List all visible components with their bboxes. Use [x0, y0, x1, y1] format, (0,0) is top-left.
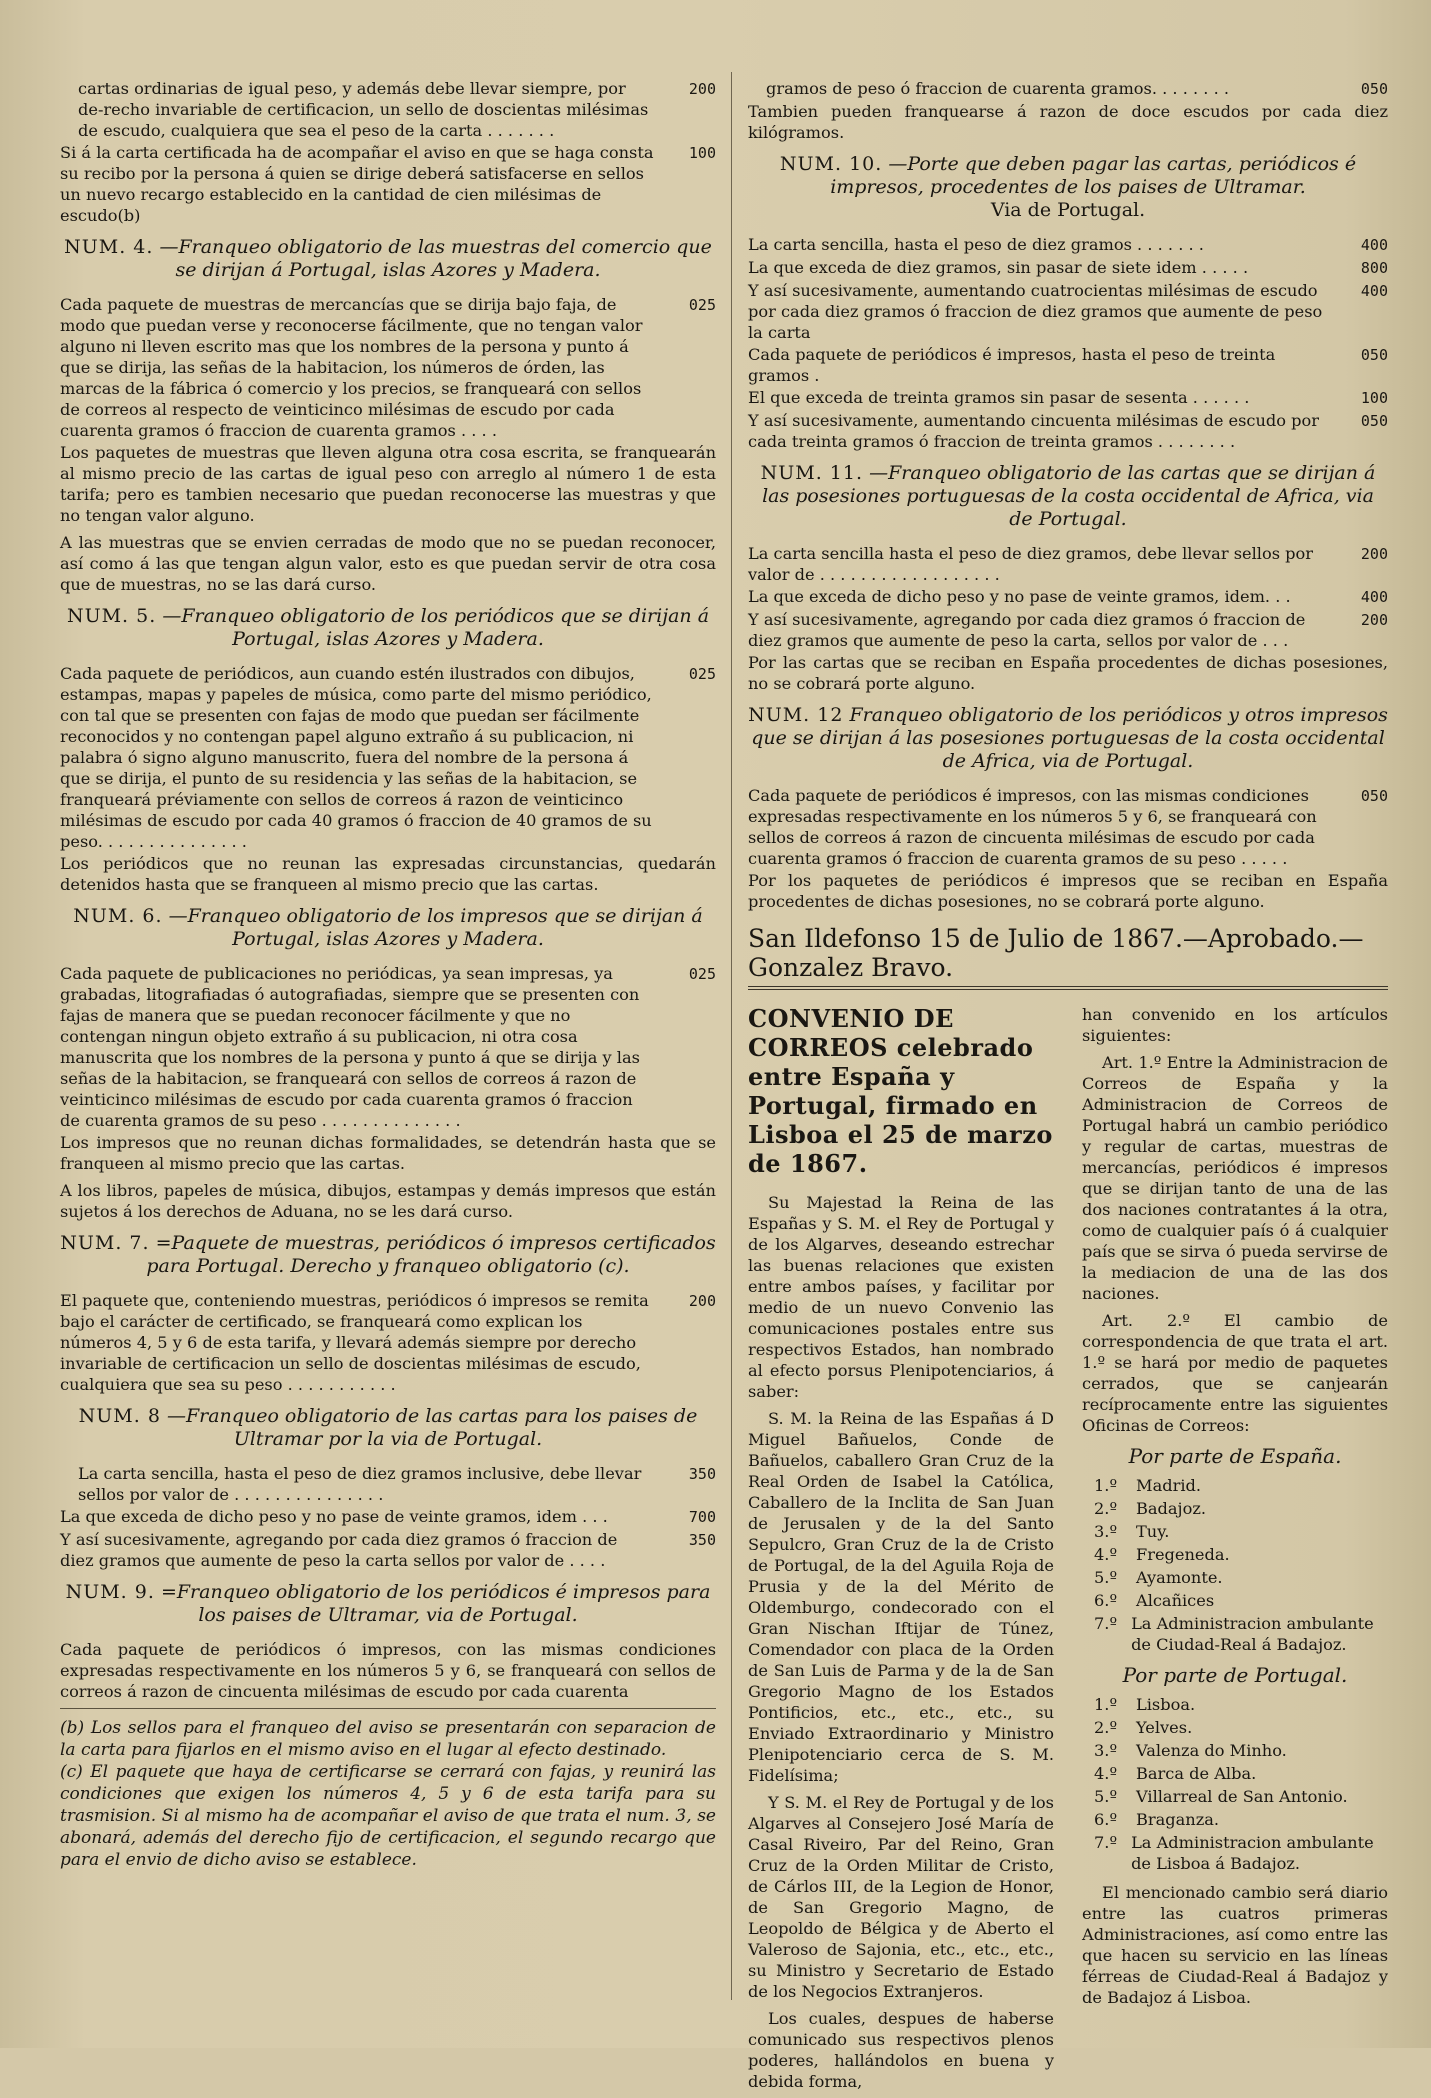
- left-column: [60, 78, 716, 1871]
- row-value: 050: [1360, 346, 1388, 364]
- list-label: Ayamonte.: [1136, 1568, 1223, 1587]
- tariff-row: [748, 543, 1388, 585]
- row-text: Cada paquete de publicaciones no periódicas, ya sean impresas, ya grabadas, litografiadas ó autografiadas, siempre que se presenten con fajas de manera que se puedan reconocer fácilmente y que no contengan ningun objeto extraño á su publicacion, ni otra cosa manuscrita que los nombres de la persona y punto á que se dirija y las señas de la habitacion, se franqueará con sellos de correos á razon de veinticinco milésimas de escudo por cada cuarenta gramos ó fraccion de cuarenta gramos de su peso . . . . . . . . . . . . . .: [60, 964, 640, 1130]
- list-number: 5.º: [1094, 1568, 1118, 1587]
- list-number: 5.º: [1094, 1787, 1118, 1806]
- list-label: Fregeneda.: [1136, 1545, 1230, 1564]
- row-value: 025: [688, 965, 716, 983]
- row-value: 100: [688, 144, 716, 162]
- section-title: —Porte que deben pagar las cartas, periódicos é impresos, procedentes de los paises de Ultramar.: [830, 153, 1357, 198]
- section-heading: [748, 153, 1388, 222]
- list-item: [1094, 1832, 1388, 1874]
- paragraph: han convenido en los artículos siguientes:: [1082, 1005, 1388, 1045]
- right-column: [748, 78, 1388, 2098]
- section-title: —Franqueo obligatorio de las muestras del comercio que se dirijan á Portugal, islas Azores y Madera.: [159, 236, 712, 281]
- convenio-column-2: [1082, 1004, 1388, 2098]
- section-title: —Franqueo obligatorio de los impresos que se dirijan á Portugal, islas Azores y Madera.: [168, 905, 703, 950]
- tariff-row: [748, 387, 1388, 409]
- row-value: 700: [688, 1508, 716, 1526]
- list-label: Yelves.: [1136, 1718, 1193, 1737]
- list-label: Villarreal de San Antonio.: [1136, 1787, 1348, 1806]
- row-value: 350: [688, 1465, 716, 1483]
- list-number: 6.º: [1094, 1810, 1118, 1829]
- list-item: [1094, 1786, 1388, 1807]
- row-value: 400: [1360, 282, 1388, 300]
- list-item: [1094, 1694, 1388, 1715]
- section-heading: [748, 704, 1388, 773]
- tariff-row: [60, 142, 716, 226]
- row-value: 200: [1360, 545, 1388, 563]
- portugal-offices-heading: Por parte de Portugal.: [1122, 1663, 1348, 1687]
- section-title: =Paquete de muestras, periódicos ó impresos certificados para Portugal. Derecho y franqueo obligatorio (c).: [146, 1232, 716, 1277]
- list-item: [1094, 1763, 1388, 1784]
- convenio-block: [748, 1004, 1388, 2098]
- list-number: 1.º: [1094, 1476, 1118, 1495]
- row-text: Y así sucesivamente, aumentando cincuenta milésimas de escudo por cada treinta gramos ó fraccion de treinta gramos . . . . . . . .: [748, 411, 1320, 451]
- footnote-b: (b) Los sellos para el franqueo del aviso se presentarán con separacion de la carta para fijarlos en el mismo aviso en el lugar al efecto destinado.: [60, 1718, 716, 1760]
- list-number: 6.º: [1094, 1591, 1118, 1610]
- tariff-row: [748, 609, 1388, 651]
- tariff-row: [60, 1529, 716, 1571]
- spain-offices-heading: Por parte de España.: [1128, 1444, 1342, 1468]
- row-value: 200: [688, 1292, 716, 1310]
- row-text: La carta sencilla, hasta el peso de diez gramos inclusive, debe llevar sellos por valor de . . . . . . . . . . . . . . .: [78, 1464, 642, 1504]
- tariff-row: [60, 294, 716, 441]
- row-value: 200: [688, 80, 716, 98]
- paragraph: Los periódicos que no reunan las expresadas circunstancias, quedarán detenidos hasta que se franqueen al mismo precio que las cartas.: [60, 854, 716, 894]
- row-text: La que exceda de dicho peso y no pase de veinte gramos, idem . . .: [60, 1507, 608, 1526]
- tariff-row: [748, 410, 1388, 452]
- list-number: 2.º: [1094, 1499, 1118, 1518]
- row-text: El que exceda de treinta gramos sin pasar de sesenta . . . . . .: [748, 388, 1250, 407]
- section-title: =Franqueo obligatorio de los periódicos é impresos para los paises de Ultramar, via de Portugal.: [160, 1581, 711, 1626]
- article-1: Art. 1.º Entre la Administracion de Correos de España y la Administracion de Correos de Portugal habrá un cambio periódico y regular de cartas, muestras de mercancías, periódicos é impresos que se dirijan tanto de una de las dos naciones contratantes á la otra, como de cualquier país ó á cualquier país que se sirva ó pueda servirse de la mediacion de una de las dos naciones.: [1082, 1053, 1388, 1303]
- row-text: Y así sucesivamente, agregando por cada diez gramos ó fraccion de diez gramos que aumente de peso la carta, sellos por valor de . . .: [748, 610, 1306, 650]
- section-heading: [60, 1232, 716, 1278]
- section-heading: [60, 236, 716, 282]
- row-value: 350: [688, 1531, 716, 1549]
- footnote-c: (c) El paquete que haya de certificarse se cerrará con fajas, y reunirá las condiciones que exigen los números 4, 5 y 6 de esta tarifa para su trasmision. Si al mismo ha de acompañar el aviso de que trata el num. 3, se abonará, además del derecho fijo de certificacion, el segundo recargo que para el envio de dicho aviso se establece.: [60, 1762, 716, 1870]
- list-item: [1094, 1809, 1388, 1830]
- list-label: Valenza do Minho.: [1136, 1741, 1287, 1760]
- section-heading: [60, 1581, 716, 1627]
- list-item: [1094, 1521, 1388, 1542]
- paragraph: Tambien pueden franquearse á razon de doce escudos por cada diez kilógramos.: [748, 102, 1388, 142]
- list-number: 4.º: [1094, 1545, 1118, 1564]
- column-divider: [731, 72, 732, 2000]
- tariff-row: [60, 78, 716, 141]
- tariff-row: [748, 785, 1388, 869]
- convenio-column-1: [748, 1004, 1054, 2098]
- row-text: El paquete que, conteniendo muestras, periódicos ó impresos se remita bajo el carácter de certificado, se franqueará como explican los números 4, 5 y 6 de esta tarifa, y llevará además siempre por derecho invariable de certificacion un sello de doscientas milésimas de escudo, cualquiera que sea su peso . . . . . . . . . . .: [60, 1291, 649, 1394]
- section-title: Franqueo obligatorio de los periódicos y otros impresos que se dirijan á las posesiones portuguesas de la costa occidental de Africa, via de Portugal.: [751, 704, 1388, 772]
- footnote-rule: [60, 1708, 716, 1709]
- list-item: [1094, 1717, 1388, 1738]
- row-text: Cada paquete de muestras de mercancías que se dirija bajo faja, de modo que puedan verse y reconocerse fácilmente, que no tengan valor alguno ni lleven escrito mas que los nombres de la persona y punto á que se dirija, las señas de la habitacion, los números de órden, las marcas de la fábrica ó comercio y los precios, se franqueará con sellos de correos al respecto de veinticinco milésimas de escudo por cada cuarenta gramos ó fraccion de cuarenta gramos . . . .: [60, 295, 643, 440]
- section-title: —Franqueo obligatorio de las cartas que se dirijan á las posesiones portuguesas de la costa occidental de Africa, via de Portugal.: [762, 462, 1376, 530]
- row-value: 400: [1360, 588, 1388, 606]
- section-number: NUM. 10.: [779, 153, 883, 175]
- tariff-row: [748, 280, 1388, 343]
- article-2: Art. 2.º El cambio de correspondencia de que trata el art. 1.º se hará por medio de paquetes cerrados, que se canjearán recíprocamente entre las siguientes Oficinas de Correos:: [1082, 1311, 1388, 1435]
- paragraph: Los cuales, despues de haberse comunicado sus respectivos plenos poderes, hallándolos en buena y debida forma,: [748, 2009, 1054, 2091]
- row-text: Cada paquete de periódicos é impresos, con las mismas condiciones expresadas respectivamente en los números 5 y 6, se franqueará con sellos de correos á razon de cincuenta milésimas de escudo por cada cuarenta gramos ó fraccion de cuarenta gramos de su peso . . . . .: [748, 786, 1317, 868]
- list-item: [1094, 1475, 1388, 1496]
- list-number: 3.º: [1094, 1522, 1118, 1541]
- list-number: 7.º: [1094, 1833, 1118, 1852]
- list-item: [1094, 1590, 1388, 1611]
- tariff-row: [60, 1290, 716, 1395]
- section-number: NUM. 11.: [760, 462, 864, 484]
- section-number: NUM. 7.: [60, 1232, 150, 1254]
- closing-paragraph: El mencionado cambio será diario entre las cuatros primeras Administraciones, así como entre las que hacen su servicio en las líneas férreas de Ciudad-Real á Badajoz y de Badajoz á Lisboa.: [1082, 1883, 1388, 2007]
- paragraph: A los libros, papeles de música, dibujos, estampas y demás impresos que están sujetos á los derechos de Aduana, no se les dará curso.: [60, 1181, 716, 1221]
- tariff-row: [748, 78, 1388, 100]
- tariff-row: [60, 1506, 716, 1528]
- section-title: —Franqueo obligatorio de los periódicos que se dirijan á Portugal, islas Azores y Madera.: [162, 605, 710, 650]
- row-text: La carta sencilla hasta el peso de diez gramos, debe llevar sellos por valor de . . . . . . . . . . . . . . . . . .: [748, 544, 1313, 584]
- portugal-offices-list: [1082, 1694, 1388, 1874]
- section-heading: [60, 1405, 716, 1451]
- tariff-row: [748, 344, 1388, 386]
- list-item: [1094, 1498, 1388, 1519]
- list-label: Madrid.: [1136, 1476, 1202, 1495]
- tariff-row: [748, 257, 1388, 279]
- list-label: Braganza.: [1136, 1810, 1220, 1829]
- list-item: [1094, 1613, 1388, 1655]
- tariff-row: [748, 234, 1388, 256]
- list-label: Barca de Alba.: [1136, 1764, 1257, 1783]
- list-number: 1.º: [1094, 1695, 1118, 1714]
- section-via: Via de Portugal.: [990, 199, 1146, 221]
- row-value: 025: [688, 665, 716, 683]
- row-text: Y así sucesivamente, agregando por cada diez gramos ó fraccion de diez gramos que aumente de peso la carta sellos por valor de . . . .: [60, 1530, 618, 1570]
- list-label: Alcañices: [1136, 1591, 1215, 1610]
- tariff-row: [60, 963, 716, 1131]
- paragraph: Los impresos que no reunan dichas formalidades, se detendrán hasta que se franqueen al mismo precio que las cartas.: [60, 1133, 716, 1173]
- row-value: 050: [1360, 787, 1388, 805]
- spain-offices-list: [1082, 1475, 1388, 1655]
- row-text: Cada paquete de periódicos é impresos, hasta el peso de treinta gramos .: [748, 345, 1276, 385]
- row-value: 025: [688, 296, 716, 314]
- section-number: NUM. 9.: [65, 1581, 155, 1603]
- row-text: La que exceda de dicho peso y no pase de veinte gramos, idem. . .: [748, 587, 1291, 606]
- row-text: Si á la carta certificada ha de acompañar el aviso en que se haga consta su recibo por la persona á quien se dirige deberá satisfacerse en sellos un nuevo recargo establecido en la cantidad de cien milésimas de escudo(b): [60, 143, 654, 225]
- row-text: Cada paquete de periódicos, aun cuando estén ilustrados con dibujos, estampas, mapas y papeles de música, como parte del mismo periódico, con tal que se presenten con fajas de modo que puedan ser fácilmente reconocidos y no contengan papel alguno extraño á su publicacion, ni palabra ó signo alguno manuscrito, fuera del nombre de la persona á que se dirija, el punto de su residencia y las señas de la habitacion, se franqueará préviamente con sellos de correos á razon de veinticinco milésimas de escudo por cada 40 gramos ó fraccion de 40 gramos de su peso. . . . . . . . . . . . . . .: [60, 664, 652, 851]
- row-text: La que exceda de diez gramos, sin pasar de siete idem . . . . .: [748, 258, 1249, 277]
- paragraph: Los paquetes de muestras que lleven alguna otra cosa escrita, se franquearán al mismo precio de las cartas de igual peso con arreglo al número 1 de esta tarifa; pero es tambien necesario que puedan reconocerse las muestras y que no tengan valor alguno.: [60, 443, 716, 525]
- tariff-row: [60, 663, 716, 852]
- paragraph: Por los paquetes de periódicos é impresos que se reciban en España procedentes de dichas posesiones, no se cobrará porte alguno.: [748, 871, 1388, 911]
- list-item: [1094, 1544, 1388, 1565]
- row-text: La carta sencilla, hasta el peso de diez gramos . . . . . . .: [748, 235, 1204, 254]
- list-label: Badajoz.: [1136, 1499, 1206, 1518]
- section-number: NUM. 5.: [66, 605, 157, 627]
- row-value: 100: [1360, 389, 1388, 407]
- tariff-row: [60, 1463, 716, 1505]
- row-text: cartas ordinarias de igual peso, y además debe llevar siempre, por de-recho invariable de certificacion, un sello de doscientas milésimas de escudo, cualquiera que sea el peso de la carta . . . . . . .: [78, 79, 649, 140]
- paragraph: A las muestras que se envien cerradas de modo que no se puedan reconocer, así como á las que tengan algun valor, esto es que puedan servir de otra cosa que de muestras, no se las dará curso.: [60, 533, 716, 594]
- paragraph: Cada paquete de periódicos ó impresos, con las mismas condiciones expresadas respectivamente en los números 5 y 6, se franqueará con sellos de correos á razon de cincuenta milésimas de escudo por cada cuarenta: [60, 1640, 716, 1701]
- list-number: 4.º: [1094, 1764, 1118, 1783]
- section-number: NUM. 8: [78, 1405, 161, 1427]
- list-number: 2.º: [1094, 1718, 1118, 1737]
- row-text: Y así sucesivamente, aumentando cuatrocientas milésimas de escudo por cada diez gramos ó fraccion de diez gramos que aumente de peso la carta: [748, 281, 1323, 342]
- paragraph: Y S. M. el Rey de Portugal y de los Algarves al Consejero José María de Casal Riveiro, Par del Reino, Gran Cruz de la Orden Militar de Cristo, de Cárlos III, de la Legion de Honor, de San Gregorio Magno, de Leopoldo de Bélgica y de Aberto el Valeroso de Sajonia, etc., etc., etc., su Ministro y Secretario de Estado de los Negocios Extranjeros.: [748, 1793, 1054, 2001]
- list-label: Lisboa.: [1136, 1695, 1196, 1714]
- section-rule: [748, 986, 1388, 990]
- row-value: 800: [1360, 259, 1388, 277]
- section-number: NUM. 6.: [73, 905, 163, 927]
- section-number: NUM. 4.: [64, 236, 154, 258]
- section-number: NUM. 12: [748, 704, 844, 726]
- section-heading: [748, 462, 1388, 531]
- section-heading: [60, 605, 716, 651]
- list-label: La Administracion ambulante de Lisboa á Badajoz.: [1131, 1833, 1374, 1873]
- paragraph: Su Majestad la Reina de las Españas y S. M. el Rey de Portugal y de los Algarves, deseando estrechar las buenas relaciones que existen entre ambos países, y facilitar por medio de un nuevo Convenio las comunicaciones postales entre sus respectivos Estados, han nombrado al efecto porsus Plenipotenciarios, á saber:: [748, 1193, 1054, 1401]
- list-label: La Administracion ambulante de Ciudad-Real á Badajoz.: [1131, 1614, 1374, 1654]
- section-heading: [60, 905, 716, 951]
- row-value: 050: [1360, 412, 1388, 430]
- tariff-row: [748, 586, 1388, 608]
- list-number: 7.º: [1094, 1614, 1118, 1633]
- section-title: —Franqueo obligatorio de las cartas para los paises de Ultramar por la via de Portugal.: [166, 1405, 698, 1450]
- paragraph: Por las cartas que se reciban en España procedentes de dichas posesiones, no se cobrará porte alguno.: [748, 653, 1388, 693]
- row-value: 050: [1360, 80, 1388, 98]
- row-value: 400: [1360, 236, 1388, 254]
- list-label: Tuy.: [1136, 1522, 1170, 1541]
- row-value: 200: [1360, 611, 1388, 629]
- convenio-title: CONVENIO DE CORREOS celebrado entre España y Portugal, firmado en Lisboa el 25 de marzo de 1867.: [748, 1004, 1053, 1178]
- paragraph: S. M. la Reina de las Españas á D Miguel Bañuelos, Conde de Bañuelos, caballero Gran Cruz de la Real Orden de Isabel la Católica, Caballero de la Inclita de San Juan de Jerusalen y de la del Santo Sepulcro, Gran Cruz de la de Cristo de Portugal, de la del Aguila Roja de Prusia y de la del Mérito de Oldemburgo, condecorado con el Gran Nischan Iftijar de Túnez, Comendador con placa de la Orden de San Luis de Parma y de la de San Gregorio Magno de los Estados Pontificios, etc., etc., etc., su Enviado Extraordinario y Ministro Plenipotenciario cerca de S. M. Fidelísima;: [748, 1409, 1054, 1785]
- signature-line: San Ildefonso 15 de Julio de 1867.—Aprobado.—Gonzalez Bravo.: [748, 924, 1364, 982]
- row-text: gramos de peso ó fraccion de cuarenta gramos. . . . . . . .: [766, 79, 1230, 98]
- list-item: [1094, 1567, 1388, 1588]
- list-item: [1094, 1740, 1388, 1761]
- list-number: 3.º: [1094, 1741, 1118, 1760]
